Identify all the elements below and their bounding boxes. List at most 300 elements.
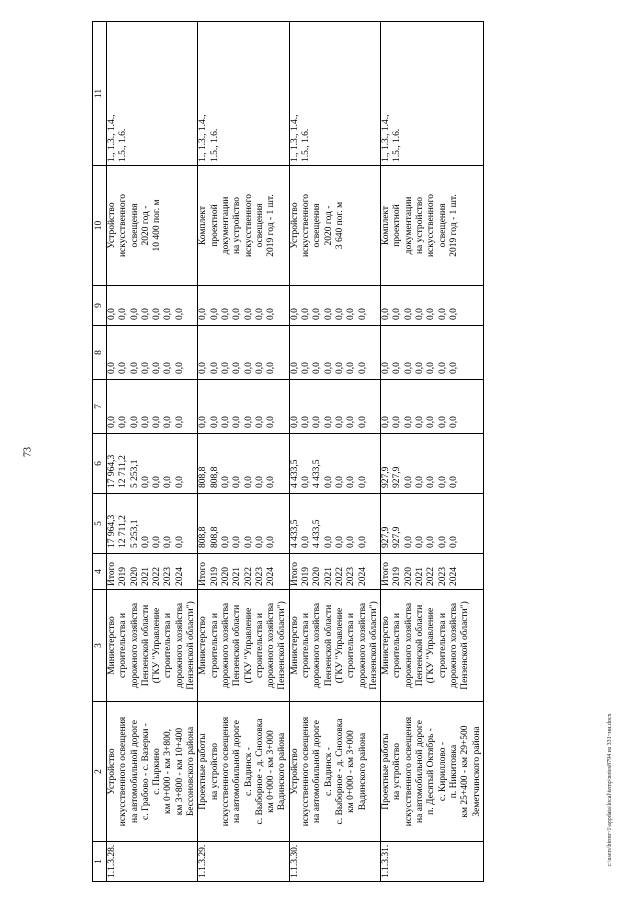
table-row	[107, 22, 198, 882]
header-col-11: 11	[93, 22, 107, 166]
expected-result-line: проектной	[392, 204, 403, 247]
executor-name-line: Министерство	[289, 616, 300, 675]
funding-local	[107, 326, 198, 380]
funding-total	[198, 494, 289, 554]
year-list-line: Итого	[107, 561, 117, 586]
project-name-line: Вадинского района	[357, 732, 368, 811]
funding-local-line: 0,0	[437, 362, 448, 374]
funding-regional-line: 0,0	[415, 476, 426, 488]
executor-name	[107, 590, 198, 702]
expected-result-line: 2020 год -	[140, 205, 151, 246]
project-name-line: п. Никитовка	[448, 744, 459, 799]
funding-local-line: 0,0	[232, 362, 243, 374]
executor-name	[198, 590, 289, 702]
page-number: 73	[22, 447, 34, 457]
indicator-refs	[198, 22, 289, 166]
executor-name-line: Пензенской области")	[186, 601, 197, 690]
funding-other-line: 0,0	[254, 308, 265, 320]
header-col-7: 7	[93, 380, 107, 434]
funding-federal-line: 0,0	[232, 416, 243, 428]
funding-regional-line: 927,9	[381, 466, 392, 488]
funding-total-line: 4 433,5	[312, 519, 323, 548]
funding-federal-line: 0,0	[346, 416, 357, 428]
funding-total-line: 0,0	[140, 536, 151, 548]
executor-name-line: дорожного хозяйства	[448, 602, 459, 689]
funding-other-line: 0,0	[437, 308, 448, 320]
funding-federal	[381, 380, 484, 434]
executor-name-line: (ГКУ "Управление	[152, 607, 163, 684]
executor-name-line: Пензенской области	[232, 604, 243, 687]
executor-name-line: строительства и	[392, 613, 403, 678]
funding-local-line: 0,0	[209, 362, 220, 374]
project-name-line: км 0+000 - км 3+000	[266, 730, 277, 813]
funding-other-line: 0,0	[198, 308, 209, 320]
year-list-line: 2024	[174, 567, 185, 586]
project-name-line: Проектные работы	[381, 733, 392, 810]
funding-local-line: 0,0	[323, 362, 334, 374]
funding-total	[289, 494, 380, 554]
funding-other-line: 0,0	[209, 308, 220, 320]
year-list-line: 2022	[426, 567, 437, 586]
funding-other-line: 0,0	[334, 308, 345, 320]
funding-regional-line: 17 964,3	[107, 454, 117, 488]
funding-other-line: 0,0	[381, 308, 392, 320]
funding-other	[289, 286, 380, 326]
year-list-line: 2020	[403, 567, 414, 586]
funding-other-line: 0,0	[323, 308, 334, 320]
expected-result	[381, 166, 484, 286]
indicator-refs-line: 1.5., 1.6.	[301, 128, 312, 162]
funding-local-line: 0,0	[140, 362, 151, 374]
funding-federal	[198, 380, 289, 434]
funding-total-line: 927,9	[392, 526, 403, 548]
expected-result	[289, 166, 380, 286]
project-name-line: с. Грабово - с. Вазерки -	[140, 723, 151, 820]
project-name-line: с. Выборное - д. Сноховка	[334, 718, 345, 825]
funding-total-line: 0,0	[403, 536, 414, 548]
year-list-line: 2020	[129, 567, 140, 586]
project-name-line: искусственного освещения	[118, 716, 129, 827]
funding-regional-line: 0,0	[448, 476, 459, 488]
funding-local	[289, 326, 380, 380]
funding-local	[381, 326, 484, 380]
funding-local-line: 0,0	[107, 362, 117, 374]
expected-result-line: Устройство	[289, 202, 300, 249]
indicator-refs	[107, 22, 198, 166]
funding-regional-line: 0,0	[266, 476, 277, 488]
funding-other-line: 0,0	[426, 308, 437, 320]
project-name-line: км 25+400 - км 29+500	[460, 725, 471, 818]
funding-local-line: 0,0	[118, 362, 129, 374]
expected-result-line: проектной	[209, 204, 220, 247]
project-name-line: на автомобильной дороге	[415, 720, 426, 823]
executor-name-line: (ГКУ "Управление	[243, 607, 254, 684]
executor-name-line: строительства и	[118, 613, 129, 678]
funding-total-line: 0,0	[346, 536, 357, 548]
project-name-line: Устройство	[107, 748, 117, 795]
funding-local-line: 0,0	[289, 362, 300, 374]
executor-name-line: строительства и	[301, 613, 312, 678]
expected-result-line: освещения	[312, 203, 323, 248]
funding-other-line: 0,0	[140, 308, 151, 320]
funding-local-line: 0,0	[346, 362, 357, 374]
year-list-line: 2019	[392, 567, 403, 586]
expected-result	[107, 166, 198, 286]
expected-result-line: 2019 год - 1 шт.	[448, 194, 459, 257]
executor-name-line: дорожного хозяйства	[220, 602, 231, 689]
expected-result-line: освещения	[129, 203, 140, 248]
project-name-line: на автомобильной дороге	[129, 720, 140, 823]
funding-regional	[381, 434, 484, 494]
expected-result-line: Устройство	[107, 202, 117, 249]
executor-name-line: Министерство	[381, 616, 392, 675]
funding-other-line: 0,0	[403, 308, 414, 320]
program-table	[92, 21, 484, 882]
funding-total-line: 0,0	[232, 536, 243, 548]
executor-name-line: строительства и	[254, 613, 265, 678]
funding-other-line: 0,0	[312, 308, 323, 320]
funding-other-line: 0,0	[232, 308, 243, 320]
header-col-9: 9	[93, 286, 107, 326]
expected-result	[198, 166, 289, 286]
project-name-line: искусственного освещения	[220, 716, 231, 827]
funding-total-line: 0,0	[163, 536, 174, 548]
funding-total-line: 808,8	[209, 526, 220, 548]
year-list-line: 2024	[357, 567, 368, 586]
funding-regional-line: 0,0	[357, 476, 368, 488]
year-list-line: Итого	[198, 561, 209, 586]
funding-regional-line: 0,0	[163, 476, 174, 488]
project-name-line: Бессоновского района	[186, 726, 197, 817]
executor-name-line: (ГКУ "Управление	[334, 607, 345, 684]
funding-federal-line: 0,0	[118, 416, 129, 428]
project-name-line: км 0+000 - км 3+800,	[163, 729, 174, 815]
funding-local-line: 0,0	[220, 362, 231, 374]
funding-federal-line: 0,0	[254, 416, 265, 428]
funding-other-line: 0,0	[243, 308, 254, 320]
executor-name-line: Пензенской области")	[460, 601, 471, 690]
funding-other-line: 0,0	[266, 308, 277, 320]
funding-other-line: 0,0	[129, 308, 140, 320]
project-name-line: п. Десятый Октябрь -	[426, 728, 437, 815]
project-name-line: на устройство	[209, 742, 220, 801]
project-name-line: искусственного освещения	[301, 716, 312, 827]
funding-local-line: 0,0	[243, 362, 254, 374]
funding-other-line: 0,0	[448, 308, 459, 320]
year-list-line: 2023	[346, 567, 357, 586]
funding-federal-line: 0,0	[220, 416, 231, 428]
funding-regional-line: 0,0	[174, 476, 185, 488]
expected-result-line: на устройство	[415, 196, 426, 255]
executor-name-line: строительства и	[437, 613, 448, 678]
funding-total-line: 808,8	[198, 526, 209, 548]
funding-regional-line: 0,0	[140, 476, 151, 488]
executor-name	[289, 590, 380, 702]
expected-result-line: документации	[403, 196, 414, 255]
year-list-line: 2023	[163, 567, 174, 586]
funding-federal-line: 0,0	[209, 416, 220, 428]
year-list-line: 2021	[140, 567, 151, 586]
funding-local-line: 0,0	[334, 362, 345, 374]
funding-federal-line: 0,0	[381, 416, 392, 428]
funding-local-line: 0,0	[152, 362, 163, 374]
funding-total-line: 12 711,2	[118, 515, 129, 548]
executor-name-line: Министерство	[198, 616, 209, 675]
expected-result-line: освещения	[437, 203, 448, 248]
header-col-2: 2	[93, 702, 107, 842]
funding-total-line: 0,0	[415, 536, 426, 548]
funding-total-line: 927,9	[381, 526, 392, 548]
expected-result-line: на устройство	[232, 196, 243, 255]
expected-result-line: 10 400 пог. м	[152, 199, 163, 252]
project-name-line: с. Вадинск -	[323, 747, 334, 796]
executor-name-line: строительства и	[209, 613, 220, 678]
executor-name-line: Пензенской области")	[277, 601, 288, 690]
funding-total-line: 0,0	[220, 536, 231, 548]
funding-local-line: 0,0	[301, 362, 312, 374]
funding-federal	[289, 380, 380, 434]
project-name	[198, 702, 289, 842]
header-col-10: 10	[93, 166, 107, 286]
expected-result-line: освещения	[254, 203, 265, 248]
year-list-line: 2021	[415, 567, 426, 586]
year-list-line: 2019	[209, 567, 220, 586]
project-name-line: с. Кириллово -	[437, 741, 448, 802]
funding-other-line: 0,0	[174, 308, 185, 320]
funding-regional-line: 927,9	[392, 466, 403, 488]
row-id: 1.1.3.31.	[381, 842, 484, 882]
project-name-line: Вадинского района	[277, 732, 288, 811]
funding-local-line: 0,0	[174, 362, 185, 374]
project-name-line: на автомобильной дороге	[232, 720, 243, 823]
funding-local	[198, 326, 289, 380]
executor-name-line: Пензенской области	[415, 604, 426, 687]
executor-name-line: дорожного хозяйства	[174, 602, 185, 689]
header-col-8: 8	[93, 326, 107, 380]
year-list-line: 2022	[334, 567, 345, 586]
project-name-line: км 0+000 - км 3+000	[346, 730, 357, 813]
executor-name-line: Пензенской области	[140, 604, 151, 687]
funding-total-line: 0,0	[152, 536, 163, 548]
year-list-line: Итого	[289, 561, 300, 586]
project-name-line: на устройство	[392, 742, 403, 801]
funding-other	[381, 286, 484, 326]
project-name-line: искусственного освещения	[403, 716, 414, 827]
funding-regional-line: 0,0	[254, 476, 265, 488]
table-row	[198, 22, 289, 882]
expected-result-line: искусственного	[243, 193, 254, 258]
funding-federal-line: 0,0	[334, 416, 345, 428]
funding-total-line: 0,0	[426, 536, 437, 548]
funding-regional-line: 4 433,5	[312, 459, 323, 488]
funding-regional	[198, 434, 289, 494]
indicator-refs	[289, 22, 380, 166]
expected-result-line: 2020 год -	[323, 205, 334, 246]
funding-regional-line: 0,0	[426, 476, 437, 488]
header-row	[93, 22, 107, 882]
year-list-line: 2019	[118, 567, 129, 586]
funding-regional-line: 0,0	[220, 476, 231, 488]
executor-name-line: Пензенской области	[323, 604, 334, 687]
funding-total-line: 4 433,5	[289, 519, 300, 548]
header-col-5: 5	[93, 494, 107, 554]
funding-other-line: 0,0	[152, 308, 163, 320]
funding-regional-line: 808,8	[198, 466, 209, 488]
funding-federal-line: 0,0	[426, 416, 437, 428]
executor-name-line: дорожного хозяйства	[357, 602, 368, 689]
funding-regional-line: 12 711,2	[118, 455, 129, 488]
year-list	[381, 554, 484, 590]
funding-total-line: 0,0	[448, 536, 459, 548]
funding-regional	[107, 434, 198, 494]
year-list-line: 2024	[266, 567, 277, 586]
funding-total	[107, 494, 198, 554]
funding-federal-line: 0,0	[174, 416, 185, 428]
funding-regional-line: 0,0	[243, 476, 254, 488]
funding-federal-line: 0,0	[140, 416, 151, 428]
funding-regional-line: 808,8	[209, 466, 220, 488]
funding-total-line: 5 253,1	[129, 519, 140, 548]
funding-total-line: 0,0	[357, 536, 368, 548]
funding-federal-line: 0,0	[152, 416, 163, 428]
executor-name-line: дорожного хозяйства	[403, 602, 414, 689]
expected-result-line: Комплект	[198, 205, 209, 246]
executor-name-line: строительства и	[346, 613, 357, 678]
project-name-line: на автомобильной дороге	[312, 720, 323, 823]
funding-federal-line: 0,0	[448, 416, 459, 428]
funding-local-line: 0,0	[381, 362, 392, 374]
funding-federal-line: 0,0	[129, 416, 140, 428]
funding-total-line: 0,0	[254, 536, 265, 548]
funding-other-line: 0,0	[357, 308, 368, 320]
funding-regional-line: 0,0	[152, 476, 163, 488]
funding-federal-line: 0,0	[323, 416, 334, 428]
funding-federal-line: 0,0	[437, 416, 448, 428]
footer-file-path: c:\users\biron~1\appdata\local\temp\notes8794 из 331~ни.docx	[607, 713, 613, 867]
funding-local-line: 0,0	[448, 362, 459, 374]
year-list-line: 2023	[254, 567, 265, 586]
funding-federal-line: 0,0	[403, 416, 414, 428]
header-col-6: 6	[93, 434, 107, 494]
table-row	[381, 22, 484, 882]
funding-local-line: 0,0	[403, 362, 414, 374]
executor-name-line: Министерство	[107, 616, 117, 675]
funding-local-line: 0,0	[254, 362, 265, 374]
funding-total-line: 17 964,3	[107, 514, 117, 548]
row-id: 1.1.3.29.	[198, 842, 289, 882]
project-name-line: Устройство	[289, 748, 300, 795]
funding-federal-line: 0,0	[107, 416, 117, 428]
executor-name-line: дорожного хозяйства	[312, 602, 323, 689]
year-list-line: 2019	[301, 567, 312, 586]
funding-local-line: 0,0	[415, 362, 426, 374]
executor-name-line: (ГКУ "Управление	[426, 607, 437, 684]
expected-result-line: Комплект	[381, 205, 392, 246]
funding-regional-line: 0,0	[346, 476, 357, 488]
funding-federal-line: 0,0	[163, 416, 174, 428]
funding-federal-line: 0,0	[266, 416, 277, 428]
indicator-refs-line: 1., 1.3., 1.4.,	[289, 114, 300, 162]
indicator-refs-line: 1.5., 1.6.	[118, 128, 129, 162]
funding-local-line: 0,0	[426, 362, 437, 374]
header-col-1: 1	[93, 842, 107, 882]
funding-total-line: 0,0	[301, 536, 312, 548]
table-body	[107, 22, 484, 882]
funding-regional	[289, 434, 380, 494]
funding-regional-line: 0,0	[232, 476, 243, 488]
year-list-line: Итого	[381, 561, 392, 586]
funding-other-line: 0,0	[163, 308, 174, 320]
row-id: 1.1.3.28.	[107, 842, 198, 882]
funding-regional-line: 0,0	[403, 476, 414, 488]
project-name-line: с. Выборное - д. Сноховка	[254, 718, 265, 825]
funding-total-line: 0,0	[323, 536, 334, 548]
expected-result-line: искусственного	[426, 193, 437, 258]
funding-local-line: 0,0	[129, 362, 140, 374]
funding-total-line: 0,0	[334, 536, 345, 548]
funding-other-line: 0,0	[301, 308, 312, 320]
indicator-refs-line: 1.5., 1.6.	[392, 128, 403, 162]
funding-total-line: 0,0	[266, 536, 277, 548]
funding-total-line: 0,0	[437, 536, 448, 548]
project-name-line: Проектные работы	[198, 733, 209, 810]
funding-total	[381, 494, 484, 554]
funding-federal-line: 0,0	[198, 416, 209, 428]
year-list-line: 2021	[232, 567, 243, 586]
indicator-refs-line: 1., 1.3., 1.4.,	[107, 114, 117, 162]
project-name	[381, 702, 484, 842]
project-name-line: с. Пыркино	[152, 748, 163, 795]
funding-regional-line: 0,0	[323, 476, 334, 488]
rotated-table-wrapper	[92, 22, 608, 882]
funding-regional-line: 5 253,1	[129, 459, 140, 488]
executor-name-line: строительства и	[163, 613, 174, 678]
funding-other	[107, 286, 198, 326]
funding-other-line: 0,0	[392, 308, 403, 320]
funding-regional-line: 0,0	[334, 476, 345, 488]
funding-other-line: 0,0	[107, 308, 117, 320]
executor-name	[381, 590, 484, 702]
header-col-4: 4	[93, 554, 107, 590]
indicator-refs	[381, 22, 484, 166]
funding-other-line: 0,0	[118, 308, 129, 320]
year-list	[107, 554, 198, 590]
project-name	[289, 702, 380, 842]
funding-other-line: 0,0	[289, 308, 300, 320]
funding-federal-line: 0,0	[301, 416, 312, 428]
expected-result-line: 2019 год - 1 шт.	[266, 194, 277, 257]
header-col-3: 3	[93, 590, 107, 702]
indicator-refs-line: 1.5., 1.6.	[209, 128, 220, 162]
funding-regional-line: 4 433,5	[289, 459, 300, 488]
expected-result-line: искусственного	[301, 193, 312, 258]
expected-result-line: документации	[220, 196, 231, 255]
funding-total-line: 0,0	[243, 536, 254, 548]
indicator-refs-line: 1., 1.3., 1.4.,	[198, 114, 209, 162]
year-list-line: 2020	[312, 567, 323, 586]
year-list-line: 2020	[220, 567, 231, 586]
funding-local-line: 0,0	[312, 362, 323, 374]
funding-federal-line: 0,0	[392, 416, 403, 428]
funding-federal-line: 0,0	[415, 416, 426, 428]
year-list	[198, 554, 289, 590]
funding-local-line: 0,0	[357, 362, 368, 374]
funding-federal-line: 0,0	[289, 416, 300, 428]
funding-total-line: 0,0	[174, 536, 185, 548]
year-list-line: 2022	[243, 567, 254, 586]
funding-local-line: 0,0	[392, 362, 403, 374]
funding-regional-line: 0,0	[437, 476, 448, 488]
